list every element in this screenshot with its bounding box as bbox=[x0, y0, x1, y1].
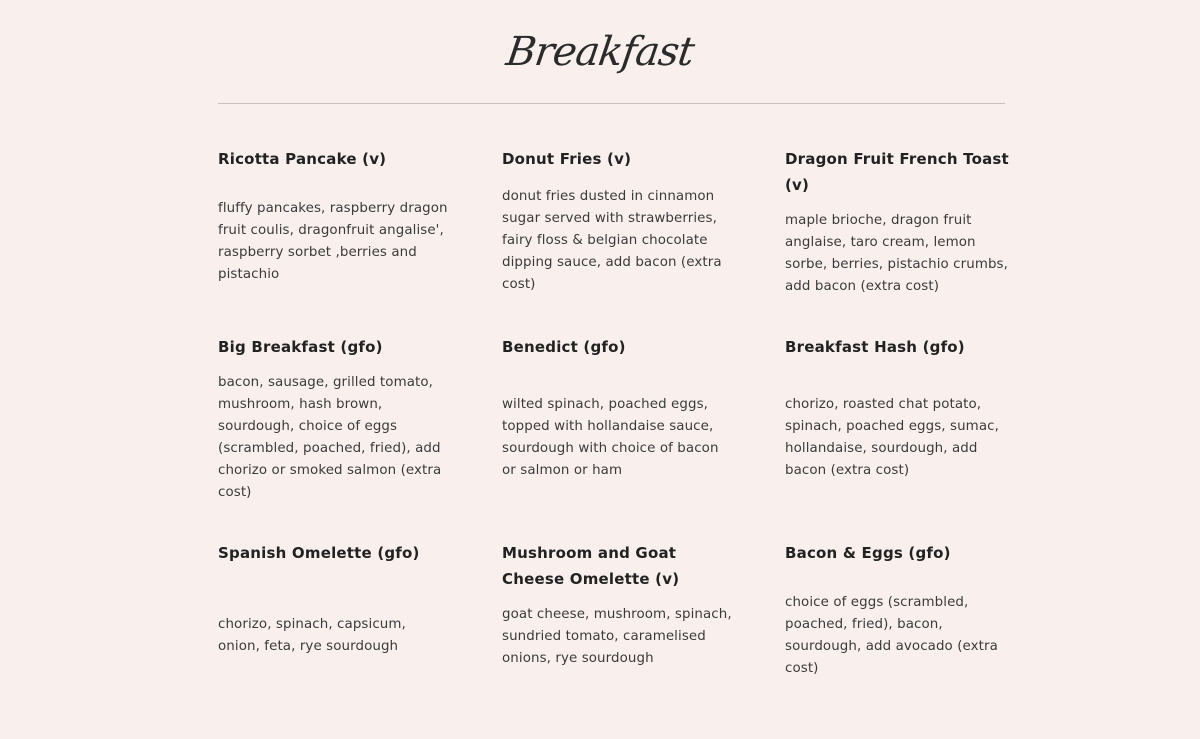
menu-item-name: Mushroom and Goat Cheese Omelette (v) bbox=[502, 544, 680, 588]
menu-item-ricotta-pancake bbox=[218, 146, 448, 282]
menu-item-name: Bacon & Eggs (gfo) bbox=[785, 544, 951, 562]
menu-item-name: Spanish Omelette (gfo) bbox=[218, 544, 420, 562]
menu-item-donut-fries bbox=[502, 146, 732, 292]
menu-item-benedict bbox=[502, 334, 732, 478]
menu-item-dragon-fruit-french-toast bbox=[785, 146, 1015, 294]
menu-item-name: Ricotta Pancake (v) bbox=[218, 150, 387, 168]
menu-item-name: Donut Fries (v) bbox=[502, 150, 632, 168]
title-divider bbox=[218, 103, 1005, 104]
menu-item-description: goat cheese, mushroom, spinach, sundried tomato, caramelised onions, rye sourdough bbox=[502, 607, 732, 666]
menu-item-name: Breakfast Hash (gfo) bbox=[785, 338, 965, 356]
menu-item-description: wilted spinach, poached eggs, topped with hollandaise sauce, sourdough with choice of bacon or salmon or ham bbox=[502, 397, 719, 478]
menu-item-big-breakfast bbox=[218, 334, 448, 500]
menu-item-name: Dragon Fruit French Toast (v) bbox=[785, 150, 1009, 194]
menu-item-breakfast-hash bbox=[785, 334, 1015, 478]
menu-item-description: chorizo, spinach, capsicum, onion, feta, rye sourdough bbox=[218, 617, 406, 654]
menu-item-description: bacon, sausage, grilled tomato, mushroom, hash brown, sourdough, choice of eggs (scrambled, poached, fried), add chorizo or smoked salmon (extra cost) bbox=[218, 375, 442, 500]
menu-item-name: Big Breakfast (gfo) bbox=[218, 338, 383, 356]
menu-item-bacon-eggs bbox=[785, 540, 1015, 676]
menu-item-description: fluffy pancakes, raspberry dragon fruit coulis, dragonfruit angalise', raspberry sorbet ,berries and pistachio bbox=[218, 201, 448, 282]
menu-item-mushroom-goat-cheese-omelette bbox=[502, 540, 732, 666]
menu-item-description: donut fries dusted in cinnamon sugar served with strawberries, fairy floss & belgian chocolate dipping sauce, add bacon (extra cost) bbox=[502, 189, 722, 292]
menu-item-name: Benedict (gfo) bbox=[502, 338, 626, 356]
menu-item-description: chorizo, roasted chat potato, spinach, poached eggs, sumac, hollandaise, sourdough, add bacon (extra cost) bbox=[785, 397, 999, 478]
menu-item-spanish-omelette bbox=[218, 540, 448, 654]
menu-item-description: maple brioche, dragon fruit anglaise, taro cream, lemon sorbe, berries, pistachio crumbs, add bacon (extra cost) bbox=[785, 213, 1008, 294]
menu-title: Breakfast bbox=[503, 29, 697, 75]
menu-item-description: choice of eggs (scrambled, poached, fried), bacon, sourdough, add avocado (extra cost) bbox=[785, 595, 998, 676]
